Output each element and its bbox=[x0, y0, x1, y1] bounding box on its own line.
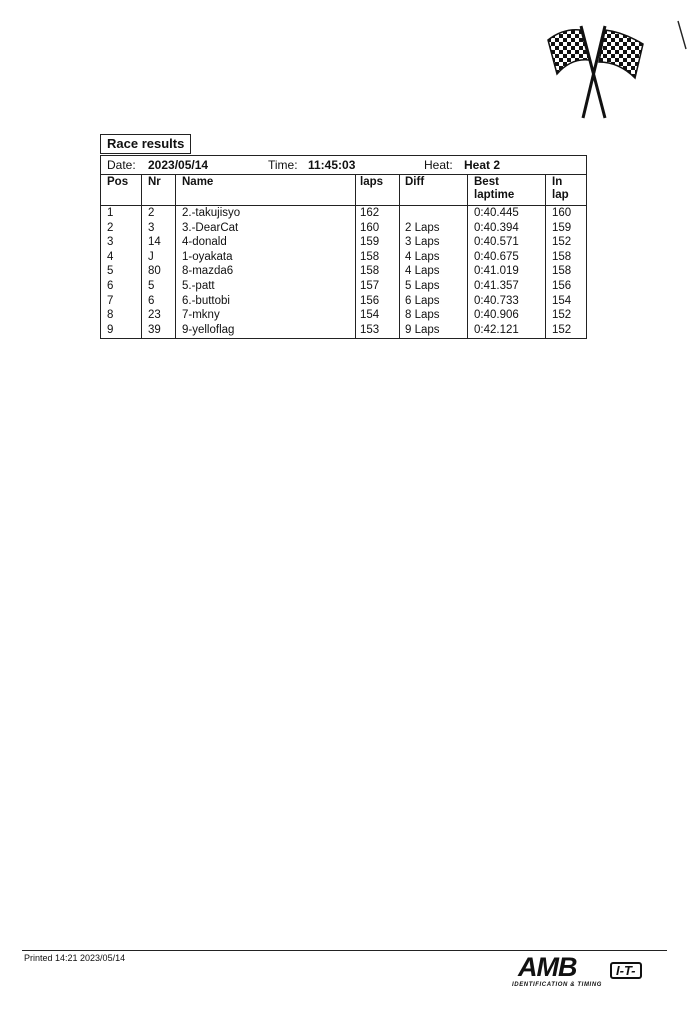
cell-in-lap: 158 bbox=[552, 265, 572, 278]
cell-name: 7-mkny bbox=[182, 309, 220, 322]
logo-it-badge: I-T- bbox=[610, 962, 642, 979]
table-row bbox=[101, 279, 586, 294]
cell-best: 0:41.357 bbox=[474, 279, 519, 292]
header-best-line2: laptime bbox=[474, 189, 515, 201]
cell-nr: 14 bbox=[148, 236, 161, 249]
cell-laps: 154 bbox=[360, 309, 380, 322]
cell-name: 6.-buttobi bbox=[182, 294, 230, 307]
header-diff: Diff bbox=[405, 176, 425, 188]
heat-label: Heat: bbox=[424, 158, 453, 172]
table-row bbox=[101, 264, 586, 279]
cell-best: 0:40.906 bbox=[474, 309, 519, 322]
table-header bbox=[101, 175, 586, 206]
cell-diff: 8 Laps bbox=[405, 309, 440, 322]
cell-laps: 157 bbox=[360, 279, 380, 292]
cell-name: 4-donald bbox=[182, 236, 227, 249]
header-in-lap-line2: lap bbox=[552, 189, 569, 201]
header-in-lap bbox=[552, 176, 569, 202]
table-row bbox=[101, 221, 586, 236]
cell-laps: 162 bbox=[360, 207, 380, 219]
cell-in-lap: 158 bbox=[552, 250, 572, 263]
cell-best: 0:40.571 bbox=[474, 236, 519, 249]
cell-name: 8-mazda6 bbox=[182, 265, 234, 278]
cell-laps: 160 bbox=[360, 221, 380, 234]
heat-value: Heat 2 bbox=[464, 158, 501, 172]
date-label: Date: bbox=[107, 158, 136, 172]
cell-pos: 2 bbox=[107, 221, 114, 234]
logo-subtitle: IDENTIFICATION & TIMING bbox=[512, 982, 603, 988]
cell-nr: 39 bbox=[148, 323, 161, 336]
cell-in-lap: 154 bbox=[552, 294, 572, 307]
cell-pos: 4 bbox=[107, 250, 114, 263]
cell-laps: 158 bbox=[360, 265, 380, 278]
cell-name: 9-yelloflag bbox=[182, 323, 235, 336]
cell-nr: J bbox=[148, 250, 154, 263]
header-pos: Pos bbox=[107, 176, 129, 188]
cell-best: 0:41.019 bbox=[474, 265, 519, 278]
cell-in-lap: 152 bbox=[552, 236, 572, 249]
cell-diff: 4 Laps bbox=[405, 250, 440, 263]
cell-pos: 7 bbox=[107, 294, 114, 307]
cell-diff: 5 Laps bbox=[405, 279, 440, 292]
cell-nr: 80 bbox=[148, 265, 161, 278]
cell-best: 0:40.445 bbox=[474, 207, 519, 219]
cell-in-lap: 152 bbox=[552, 309, 572, 322]
cell-pos: 8 bbox=[107, 309, 114, 322]
table-row bbox=[101, 308, 586, 323]
cell-laps: 156 bbox=[360, 294, 380, 307]
printed-timestamp: Printed 14:21 2023/05/14 bbox=[24, 953, 126, 963]
header-best-line1: Best bbox=[474, 176, 499, 188]
time-value: 11:45:03 bbox=[308, 158, 356, 172]
cell-laps: 158 bbox=[360, 250, 380, 263]
cell-diff: 4 Laps bbox=[405, 265, 440, 278]
cell-laps: 159 bbox=[360, 236, 380, 249]
cell-name: 2.-takujisyo bbox=[182, 207, 241, 219]
header-laps: laps bbox=[360, 176, 384, 188]
cell-pos: 1 bbox=[107, 207, 114, 219]
cell-pos: 9 bbox=[107, 323, 114, 336]
amb-logo bbox=[512, 954, 662, 994]
cell-in-lap: 160 bbox=[552, 207, 572, 219]
cell-nr: 5 bbox=[148, 279, 155, 292]
logo-main-text: AMB bbox=[518, 952, 577, 982]
date-value: 2023/05/14 bbox=[148, 158, 209, 172]
cell-best: 0:40.675 bbox=[474, 250, 519, 263]
table-body bbox=[101, 206, 586, 338]
table-row bbox=[101, 235, 586, 250]
cell-in-lap: 156 bbox=[552, 279, 572, 292]
table-row bbox=[101, 323, 586, 338]
cell-diff: 3 Laps bbox=[405, 236, 440, 249]
header-nr: Nr bbox=[148, 176, 161, 188]
race-info-row bbox=[101, 156, 586, 175]
cell-in-lap: 152 bbox=[552, 323, 572, 336]
time-label: Time: bbox=[268, 158, 298, 172]
cell-laps: 153 bbox=[360, 323, 380, 336]
cell-name: 5.-patt bbox=[182, 279, 215, 292]
cell-pos: 5 bbox=[107, 265, 114, 278]
report-title: Race results bbox=[100, 134, 191, 154]
cell-nr: 2 bbox=[148, 207, 155, 219]
cell-pos: 6 bbox=[107, 279, 114, 292]
cell-diff: 9 Laps bbox=[405, 323, 440, 336]
cell-best: 0:40.394 bbox=[474, 221, 519, 234]
cell-best: 0:40.733 bbox=[474, 294, 519, 307]
footer-divider bbox=[22, 950, 667, 951]
cell-diff: 6 Laps bbox=[405, 294, 440, 307]
checkered-flags-icon bbox=[543, 18, 648, 120]
cell-nr: 23 bbox=[148, 309, 161, 322]
cell-pos: 3 bbox=[107, 236, 114, 249]
table-row bbox=[101, 250, 586, 265]
cell-nr: 6 bbox=[148, 294, 155, 307]
cell-name: 3.-DearCat bbox=[182, 221, 239, 234]
results-table bbox=[100, 155, 587, 339]
cell-diff: 2 Laps bbox=[405, 221, 440, 234]
cell-nr: 3 bbox=[148, 221, 155, 234]
table-row bbox=[101, 294, 586, 309]
cell-name: 1-oyakata bbox=[182, 250, 233, 263]
header-best bbox=[474, 176, 514, 202]
cell-in-lap: 159 bbox=[552, 221, 572, 234]
cell-best: 0:42.121 bbox=[474, 323, 519, 336]
header-name: Name bbox=[182, 176, 214, 188]
pen-mark bbox=[676, 20, 688, 50]
header-in-lap-line1: In bbox=[552, 176, 563, 188]
table-row bbox=[101, 206, 586, 221]
